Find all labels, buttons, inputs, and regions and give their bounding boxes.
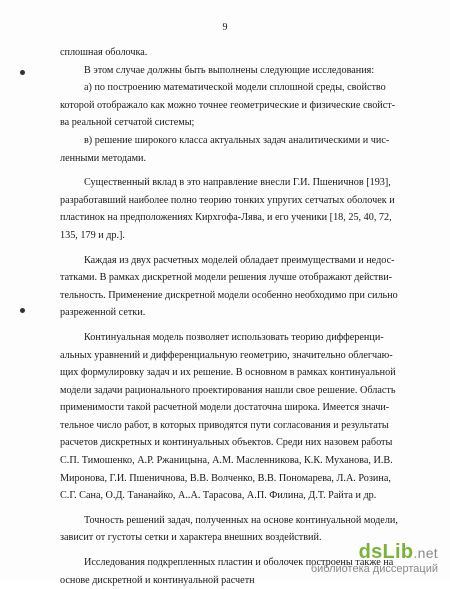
text-line: разреженной сетки. — [60, 307, 146, 319]
paragraph-8 — [60, 512, 408, 530]
text-line: а) по построению математической модели сплошной среды, свойство — [84, 82, 386, 94]
text-line: тельное число работ, в которых приводятся пути согласования и результаты — [60, 419, 389, 431]
text-line: основе дискретной и континуальной расчетн — [60, 574, 255, 586]
text-line: Континуальная модель позволяет использовать теорию дифференци- — [84, 331, 384, 343]
paragraph-2 — [60, 62, 408, 80]
text-line: зависит от густоты сетки и характера внешних воздействий. — [60, 532, 322, 544]
paragraph-5 — [60, 174, 408, 192]
margin-dot — [20, 308, 25, 313]
text-line: разработавший наиболее полно теорию тонких упругих сетчатых оболочек и — [60, 194, 395, 206]
text-line: расчетов дискретных и континуальных объектов. Среди них назовем работы — [60, 437, 393, 449]
paragraph-5-cont — [60, 192, 408, 245]
text-line: ва реальной сетчатой системы; — [60, 117, 195, 129]
text-line: Существенный вклад в это направление внесли Г.И. Пшеничнов [193], — [84, 177, 391, 189]
text-line: тельность. Применение дискретной модели особенно необходимо при сильно — [60, 289, 398, 301]
dslib-logo-text: dsLib — [358, 541, 414, 563]
dslib-caption: библиотека диссертаций — [310, 563, 438, 575]
text-line: которой отображало как можно точнее геометрические и физические свойст- — [60, 99, 396, 111]
text-line: пластинок на предположениях Кирхгофа-Лява, и его ученики [18, 25, 40, 72, — [60, 212, 392, 224]
document-body — [60, 44, 408, 589]
text-line: сплошная оболочка. — [60, 47, 148, 58]
paragraph-7 — [60, 329, 408, 347]
text-line: ленными методами. — [60, 152, 147, 164]
paragraph-7-cont — [60, 347, 408, 505]
text-line: Точность решений задач, полученных на основе континуальной модели, — [84, 514, 398, 526]
paragraph-3-cont — [60, 97, 408, 132]
page-number: 9 — [222, 22, 228, 33]
paragraph-4-item-b — [60, 132, 408, 150]
text-line: альных уравнений и дифференциальную геометрию, значительно облегчаю- — [60, 349, 393, 361]
text-line: С.П. Тимошенко, А.Р. Ржаницына, А.М. Масленникова, К.К. Муханова, И.В. — [60, 455, 393, 467]
dslib-logo-suffix: .net — [413, 545, 438, 561]
paragraph-1 — [60, 44, 408, 62]
margin-dot — [20, 70, 25, 75]
text-line: модели задачи рационального проектирования нашли свое решение. Область — [60, 384, 396, 396]
text-line: 135, 179 и др.]. — [60, 229, 125, 241]
text-line: татками. В рамках дискретной модели решения лучше отображают действи- — [60, 272, 393, 284]
text-line: щих формулировку задач и их решение. В основном в рамках континуальной — [60, 367, 396, 379]
text-line: Миронова, Г.И. Пшеничнова, В.В. Волченко, В.В. Пономарева, Л.А. Розина, — [60, 472, 391, 484]
text-line: В этом случае должны быть выполнены следующие исследования: — [84, 64, 375, 76]
text-line: С.Г. Сана, О.Д. Тананайко, А..А. Тарасова, А.П. Филина, Д.Т. Райта и др. — [60, 490, 377, 502]
text-line: применимости такой расчетной модели достаточна широка. Имеется значи- — [60, 402, 390, 414]
dslib-watermark — [278, 541, 438, 575]
paragraph-6 — [60, 252, 408, 270]
paragraph-4-cont — [60, 150, 408, 168]
text-line: в) решение широкого класса актуальных задач аналитическими и чис- — [84, 134, 390, 146]
paragraph-6-cont — [60, 269, 408, 322]
text-line: Каждая из двух расчетных моделей обладает преимуществами и недос- — [84, 254, 395, 266]
dslib-logo — [359, 541, 438, 564]
text-line: Исследования подкрепленных пластин и оболочек построены также на — [84, 557, 394, 569]
paragraph-3-item-a — [60, 79, 408, 97]
